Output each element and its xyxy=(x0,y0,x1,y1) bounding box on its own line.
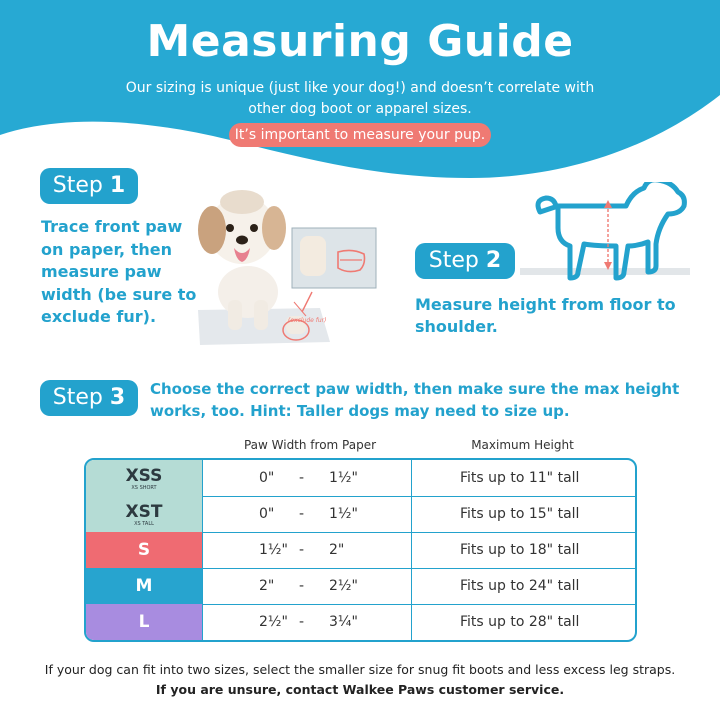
max-height-cell: Fits up to 18" tall xyxy=(411,532,635,568)
dog-outline-icon xyxy=(520,182,690,282)
table-row xyxy=(86,604,635,640)
size-cell xyxy=(86,460,202,496)
dog-photo xyxy=(190,180,390,350)
paw-max: 1½" xyxy=(329,470,358,486)
step-3-label: Step xyxy=(52,385,103,410)
size-cell xyxy=(86,532,202,568)
max-height-cell: Fits up to 11" tall xyxy=(411,460,635,496)
paw-min: 0" xyxy=(259,506,275,522)
column-header-max-height: Maximum Height xyxy=(471,438,574,452)
height-arrow-icon xyxy=(604,200,612,270)
size-cell xyxy=(86,604,202,640)
column-header-paw-width: Paw Width from Paper xyxy=(243,438,377,452)
paw-max: 2½" xyxy=(329,578,358,594)
step-2-badge xyxy=(415,243,515,279)
step-3-number: 3 xyxy=(109,385,126,410)
table-row xyxy=(86,496,635,532)
row-divider xyxy=(202,604,635,605)
size-cell xyxy=(86,496,202,532)
step-2-label: Step xyxy=(428,248,479,273)
max-height-cell: Fits up to 28" tall xyxy=(411,604,635,640)
max-height-cell: Fits up to 24" tall xyxy=(411,568,635,604)
range-dash: - xyxy=(299,578,305,594)
size-label: XSS xyxy=(125,466,163,486)
step-3-instructions: Choose the correct paw width, then make sure the max height works, too. Hint: Taller dogs may need to size up. xyxy=(150,380,680,420)
size-sublabel: XS SHORT xyxy=(131,485,157,491)
paw-min: 1½" xyxy=(259,542,288,558)
max-height-cell: Fits up to 15" tall xyxy=(411,496,635,532)
paw-min: 2" xyxy=(259,578,275,594)
step-2-number: 2 xyxy=(485,248,502,273)
range-dash: - xyxy=(299,542,305,558)
size-label: M xyxy=(135,576,153,596)
range-dash: - xyxy=(299,506,305,522)
paw-min: 2½" xyxy=(259,614,288,630)
exclude-fur-annotation: (exclude fur) xyxy=(288,317,327,324)
paw-width-cell xyxy=(202,460,411,496)
size-table xyxy=(84,458,637,642)
row-divider xyxy=(202,496,635,497)
paw-width-cell xyxy=(202,532,411,568)
table-row xyxy=(86,532,635,568)
paw-max: 2" xyxy=(329,542,345,558)
table-row xyxy=(86,568,635,604)
step-1-badge xyxy=(40,168,138,204)
footer-contact: If you are unsure, contact Walkee Paws customer service. xyxy=(155,682,565,697)
step-1-number: 1 xyxy=(109,173,126,198)
warning-badge: It’s important to measure your pup. xyxy=(229,123,491,147)
table-row xyxy=(86,460,635,496)
size-cell xyxy=(86,568,202,604)
step-2-instructions: Measure height from floor to shoulder. xyxy=(415,295,676,336)
size-label: XST xyxy=(125,502,163,522)
row-divider xyxy=(202,532,635,533)
size-label: S xyxy=(137,540,151,560)
step-1-instructions: Trace front paw on paper, then measure paw width (be sure to exclude fur). xyxy=(41,217,197,326)
range-dash: - xyxy=(299,470,305,486)
paw-width-cell xyxy=(202,568,411,604)
step-3-badge xyxy=(40,380,138,416)
range-dash: - xyxy=(299,614,305,630)
paw-max: 1½" xyxy=(329,506,358,522)
page-title: Measuring Guide xyxy=(146,16,574,67)
size-label: L xyxy=(138,612,150,632)
paw-min: 0" xyxy=(259,470,275,486)
page-subtitle: Our sizing is unique (just like your dog!) and doesn’t correlate with other dog boot or apparel sizes. xyxy=(125,80,595,117)
row-divider xyxy=(202,568,635,569)
size-sublabel: XS TALL xyxy=(134,521,154,527)
paw-width-cell xyxy=(202,496,411,532)
paw-max: 3¼" xyxy=(329,614,358,630)
step-1-label: Step xyxy=(52,173,103,198)
paw-width-cell xyxy=(202,604,411,640)
footer-note: If your dog can fit into two sizes, select the smaller size for snug fit boots and less excess leg straps. xyxy=(44,662,676,677)
